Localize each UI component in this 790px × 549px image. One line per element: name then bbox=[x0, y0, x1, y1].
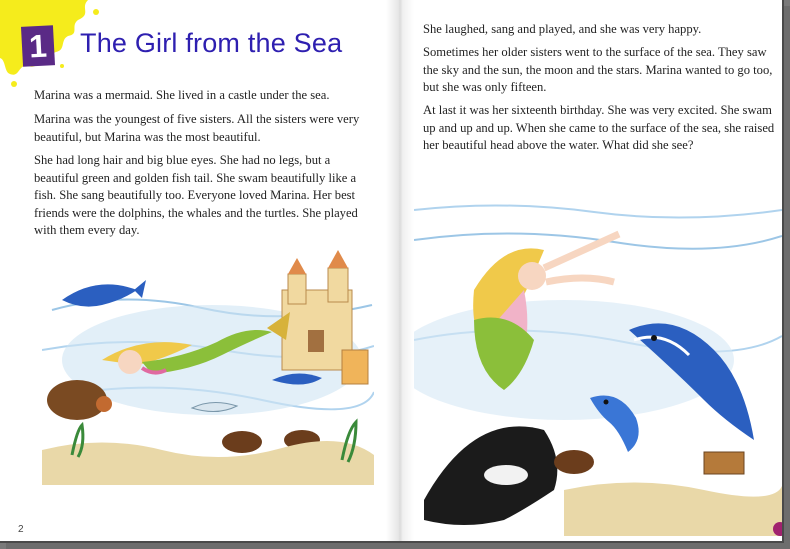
left-paragraph-3: She had long hair and big blue eyes. She had no legs, but a beautiful green and golden fish tail. She swam beautifully like a fish. She sang beautifully too. Everyone loved Marina. Her best friends were the dolphins, the whales and the turtles. She played with them every day. bbox=[34, 153, 358, 237]
chapter-number: 1 bbox=[28, 27, 48, 65]
left-paragraph-2: Marina was the youngest of five sisters. All the sisters were very beautiful, but Marina was the most beautiful. bbox=[34, 112, 360, 144]
left-paragraph-1: Marina was a mermaid. She lived in a castle under the sea. bbox=[34, 88, 330, 102]
right-page bbox=[400, 0, 782, 541]
right-paragraph-3: At last it was her sixteenth birthday. She was very excited. She swam up and up and up. When she came to the surface of the sea, she raised her beautiful head above the water. What did she see? bbox=[423, 103, 775, 152]
right-paragraph-2: Sometimes her older sisters went to the surface of the sea. They saw the sky and the sun, the moon and the stars. Marina wanted to go too, but she was only fifteen. bbox=[423, 45, 773, 94]
page-number-right-badge bbox=[773, 522, 784, 536]
page-shadow-bottom bbox=[6, 543, 790, 549]
page-shadow bbox=[784, 6, 790, 549]
mermaid-castle-underwater-illustration bbox=[42, 250, 374, 485]
page-number-left: 2 bbox=[18, 524, 24, 535]
left-page bbox=[0, 0, 398, 541]
chapter-title: The Girl from the Sea bbox=[80, 28, 343, 58]
mermaid-rising-with-dolphins-illustration bbox=[414, 190, 782, 536]
right-paragraph-1: She laughed, sang and played, and she was very happy. bbox=[423, 22, 702, 36]
